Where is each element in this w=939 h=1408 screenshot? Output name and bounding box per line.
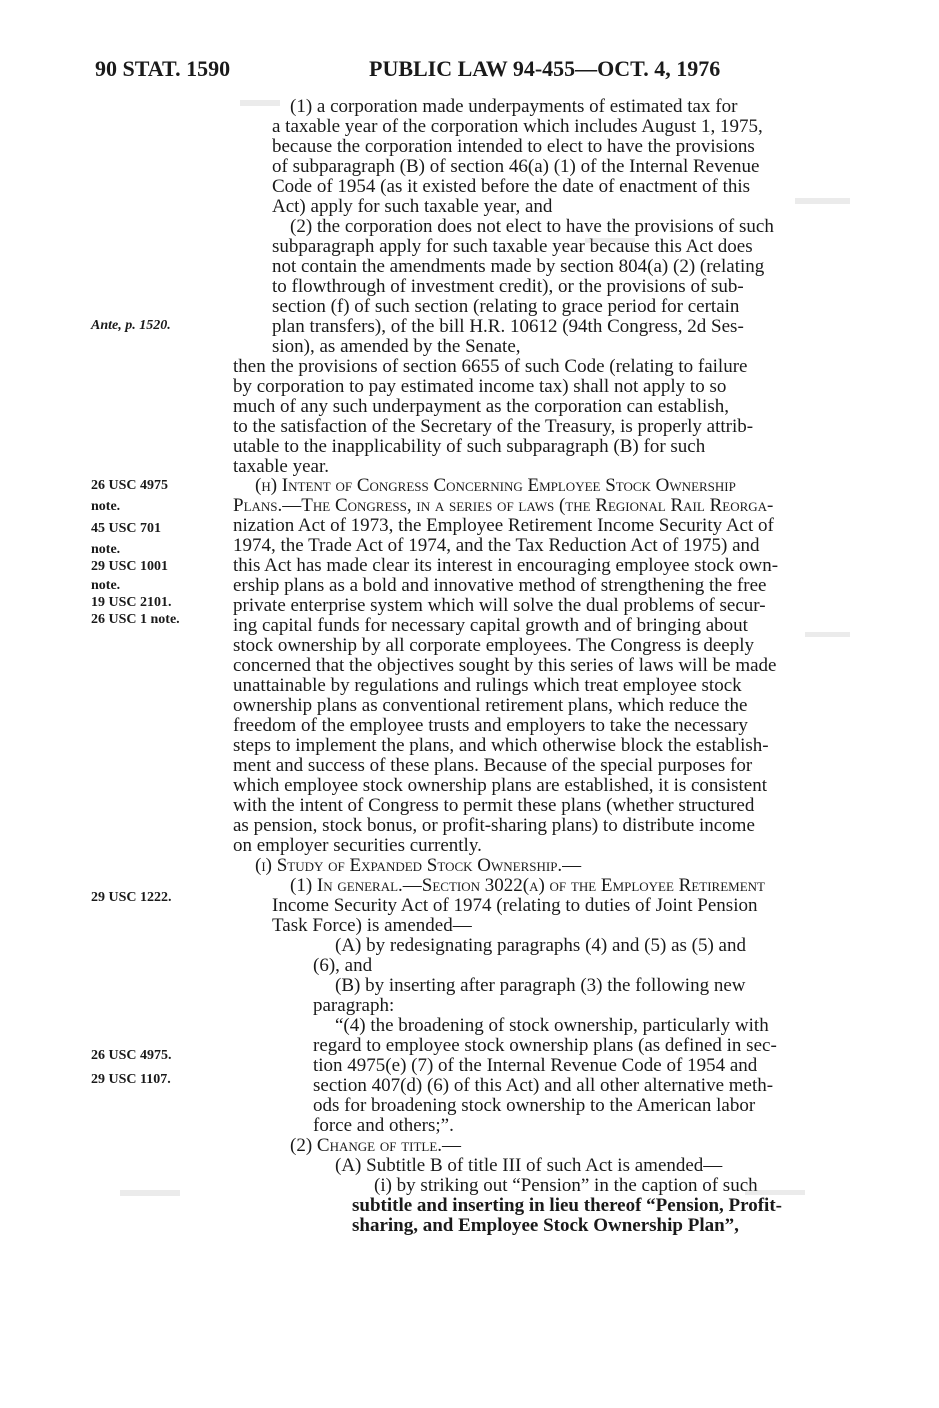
margin-note: 26 USC 4975 — [91, 478, 169, 493]
section-heading: (h) Intent of Congress Concerning Employee Stock Ownership — [255, 475, 736, 496]
paragraph-heading: (1) In general.—Section 3022(a) of the Employee Retirement — [290, 875, 766, 896]
margin-note: 29 USC 1222. — [91, 890, 172, 905]
bleed-mark — [795, 198, 850, 204]
text-line: on employer securities currently. — [233, 835, 482, 856]
text-line: Act) apply for such taxable year, and — [272, 196, 553, 217]
text-line: sharing, and Employee Stock Ownership Plan”, — [352, 1215, 739, 1236]
text-line: ment and success of these plans. Because of the special purposes for — [233, 755, 753, 776]
text-line: ership plans as a bold and innovative method of strengthening the free — [233, 575, 767, 596]
text-line: regard to employee stock ownership plans (as defined in sec- — [313, 1035, 777, 1056]
text-line: not contain the amendments made by section 804(a) (2) (relating — [272, 256, 765, 277]
text-line: 1974, the Trade Act of 1974, and the Tax Reduction Act of 1975) and — [233, 535, 760, 556]
public-law-heading: PUBLIC LAW 94-455—OCT. 4, 1976 — [369, 56, 721, 81]
text-line: subparagraph apply for such taxable year because this Act does — [272, 236, 753, 257]
margin-note: note. — [91, 499, 121, 514]
margin-note: 29 USC 1001 — [91, 559, 169, 574]
margin-note: 29 USC 1107. — [91, 1072, 171, 1087]
margin-note: note. — [91, 542, 121, 557]
text-line: (6), and — [313, 955, 373, 976]
text-line: steps to implement the plans, and which otherwise block the establish- — [233, 735, 769, 756]
text-line: which employee stock ownership plans are established, it is consistent — [233, 775, 767, 796]
text-line: utable to the inapplicability of such subparagraph (B) for such — [233, 436, 706, 457]
text-line: section (f) of such section (relating to grace period for certain — [272, 296, 740, 317]
text-line: much of any such underpayment as the corporation can establish, — [233, 396, 729, 417]
text-line: (1) a corporation made underpayments of estimated tax for — [290, 96, 738, 117]
text-line: Task Force) is amended— — [272, 915, 472, 936]
text-line: to the satisfaction of the Secretary of the Treasury, is properly attrib- — [233, 416, 754, 437]
margin-note: 45 USC 701 — [91, 521, 162, 536]
bleed-mark — [240, 100, 280, 106]
text-line: (i) by striking out “Pension” in the caption of such — [374, 1175, 758, 1196]
text-line: ods for broadening stock ownership to the American labor — [313, 1095, 756, 1116]
text-line: sion), as amended by the Senate, — [272, 336, 521, 357]
text-line: Income Security Act of 1974 (relating to duties of Joint Pension — [272, 895, 758, 916]
text-line: because the corporation intended to elect to have the provisions — [272, 136, 755, 157]
text-line: taxable year. — [233, 456, 330, 477]
margin-note: 26 USC 4975. — [91, 1048, 172, 1063]
margin-note: 26 USC 1 note. — [91, 612, 180, 627]
bleed-mark — [805, 632, 850, 637]
text-line: paragraph: — [313, 995, 395, 1016]
margin-note: Ante, p. 1520. — [91, 318, 171, 333]
text-line: concerned that the objectives sought by this series of laws will be made — [233, 655, 777, 676]
margin-note: note. — [91, 578, 121, 593]
text-line: (B) by inserting after paragraph (3) the following new — [335, 975, 746, 996]
margin-note: 19 USC 2101. — [91, 595, 172, 610]
text-line: to flowthrough of investment credit), or the provisions of sub- — [272, 276, 744, 297]
text-line: as pension, stock bonus, or profit-sharing plans) to distribute income — [233, 815, 755, 836]
text-line: ownership plans as conventional retirement plans, which reduce the — [233, 695, 748, 716]
text-line: force and others;”. — [313, 1115, 454, 1136]
text-line: stock ownership by all corporate employees. The Congress is deeply — [233, 635, 754, 656]
text-line: nization Act of 1973, the Employee Retirement Income Security Act of — [233, 515, 774, 536]
text-line: section 407(d) (6) of this Act) and all other alternative meth- — [313, 1075, 774, 1096]
text-line: “(4) the broadening of stock ownership, particularly with — [335, 1015, 769, 1036]
text-line: Code of 1954 (as it existed before the date of enactment of this — [272, 176, 751, 197]
text-line: (A) by redesignating paragraphs (4) and (5) as (5) and — [335, 935, 746, 956]
text-line: unattainable by regulations and rulings which treat employee stock — [233, 675, 742, 696]
paragraph-heading: (2) Change of title.— — [290, 1135, 462, 1156]
text-line: tion 4975(e) (7) of the Internal Revenue Code of 1954 and — [313, 1055, 758, 1076]
text-line: Plans.—The Congress, in a series of laws (the Regional Rail Reorga- — [233, 495, 774, 516]
text-line: plan transfers), of the bill H.R. 10612 (94th Congress, 2d Ses- — [272, 316, 744, 337]
text-line: (2) the corporation does not elect to have the provisions of such — [290, 216, 774, 237]
bleed-mark — [120, 1190, 180, 1196]
text-line: freedom of the employee trusts and employers to take the necessary — [233, 715, 748, 736]
text-line: this Act has made clear its interest in encouraging employee stock own- — [233, 555, 779, 576]
text-line: of subparagraph (B) of section 46(a) (1) of the Internal Revenue — [272, 156, 760, 177]
section-heading: (i) Study of Expanded Stock Ownership.— — [255, 855, 582, 876]
text-line: by corporation to pay estimated income tax) shall not apply to so — [233, 376, 727, 397]
text-line: (A) Subtitle B of title III of such Act is amended— — [335, 1155, 723, 1176]
text-line: a taxable year of the corporation which includes August 1, 1975, — [272, 116, 763, 137]
text-line: private enterprise system which will solve the dual problems of secur- — [233, 595, 766, 616]
text-line: subtitle and inserting in lieu thereof “Pension, Profit- — [352, 1195, 782, 1216]
text-line: then the provisions of section 6655 of such Code (relating to failure — [233, 356, 748, 377]
text-line: with the intent of Congress to permit these plans (whether structured — [233, 795, 755, 816]
text-line: ing capital funds for necessary capital growth and of bringing about — [233, 615, 748, 636]
stat-page-reference: 90 STAT. 1590 — [95, 56, 231, 81]
